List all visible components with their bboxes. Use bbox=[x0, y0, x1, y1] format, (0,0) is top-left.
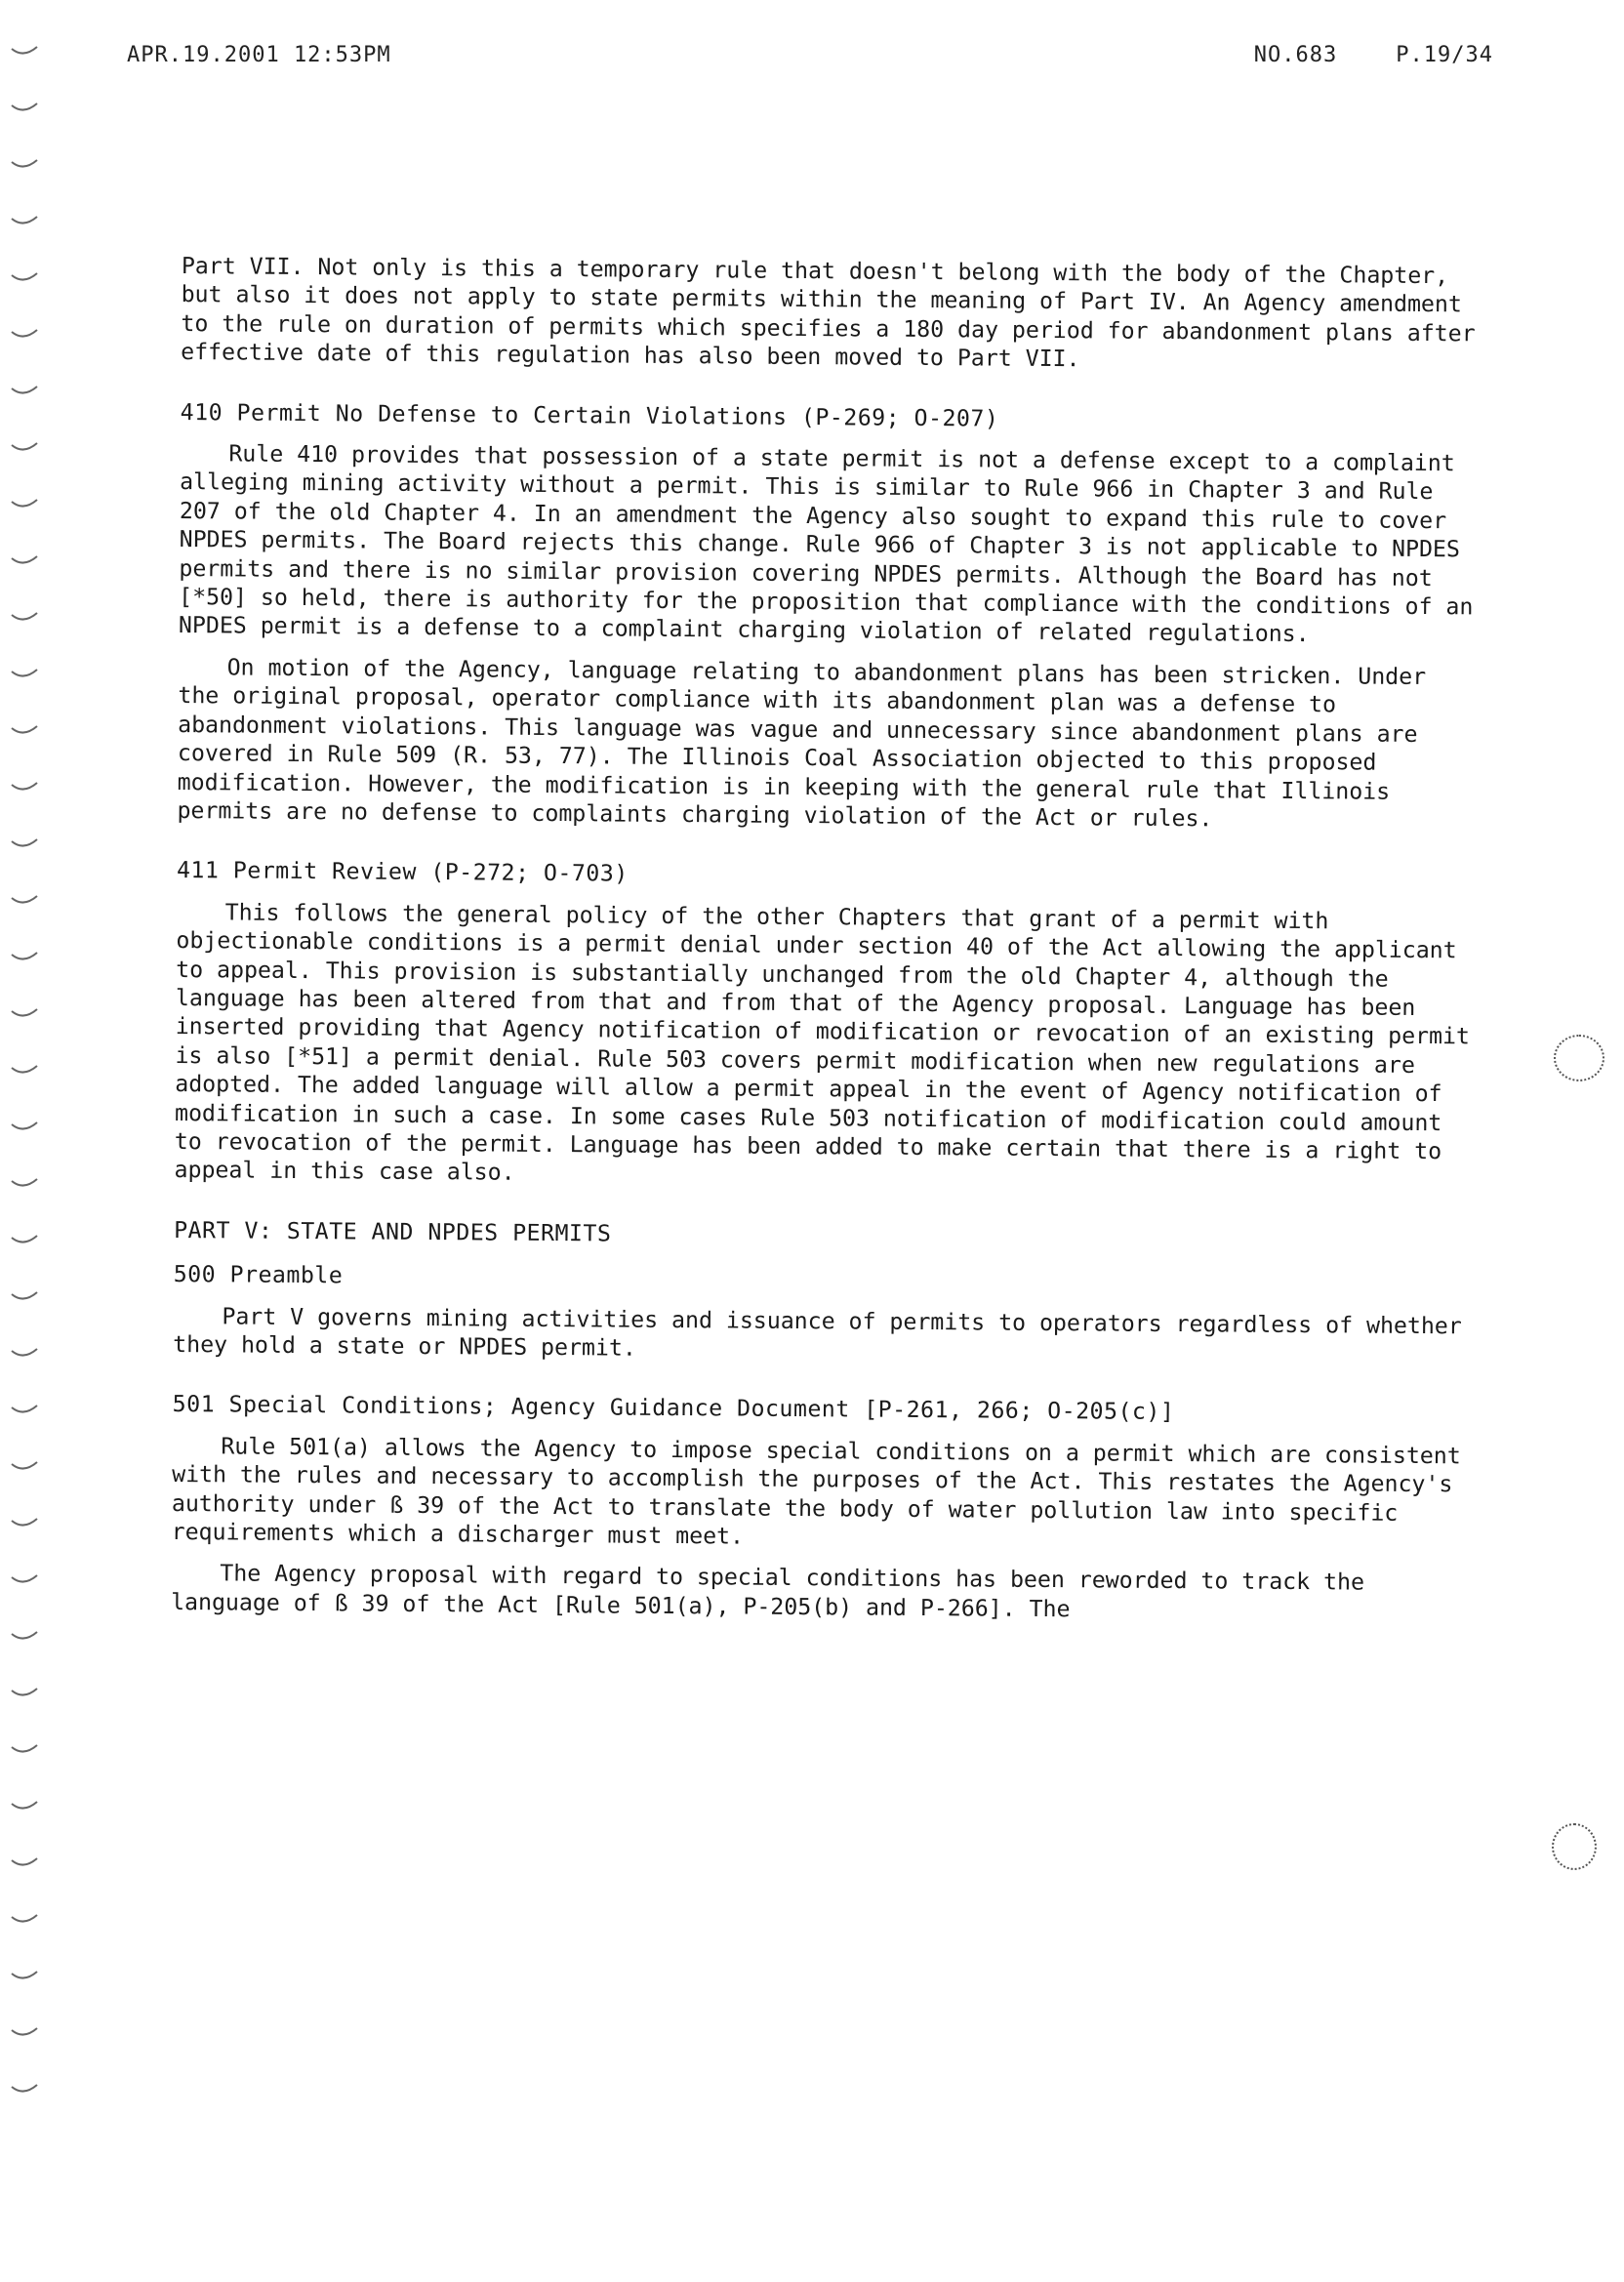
binding-mark bbox=[12, 1009, 37, 1016]
binding-mark bbox=[12, 1745, 37, 1752]
binding-mark bbox=[12, 500, 37, 507]
fax-page-info bbox=[1196, 43, 1493, 67]
fax-date-time: APR.19.2001 12:53PM bbox=[127, 43, 391, 67]
binding-mark bbox=[12, 47, 37, 54]
binding-mark bbox=[12, 2028, 37, 2035]
binding-mark bbox=[12, 1575, 37, 1582]
binding-mark bbox=[12, 387, 37, 393]
paragraph-part-vii: Part VII. Not only is this a temporary rule that doesn't belong with the body of the Chapter, but also it does not apply to state permits within the meaning of Part IV. An Agency amendment to the rule on duration of permits which specifies a 180 day period for abandonment plans after effective date of this regulation has also been moved to Part VII. bbox=[181, 252, 1476, 373]
binding-mark bbox=[12, 1122, 37, 1129]
binding-mark bbox=[12, 1066, 37, 1073]
binding-mark bbox=[12, 1632, 37, 1639]
binding-mark bbox=[12, 443, 37, 450]
fax-page-number: P.19/34 bbox=[1396, 43, 1493, 67]
document-body bbox=[171, 252, 1480, 1640]
binding-mark bbox=[12, 1915, 37, 1922]
binding-mark bbox=[12, 613, 37, 620]
binding-mark bbox=[12, 896, 37, 903]
binding-mark bbox=[12, 670, 37, 676]
binding-mark bbox=[12, 839, 37, 846]
binding-mark bbox=[12, 783, 37, 790]
paragraph-abandonment-plans: On motion of the Agency, language relating to abandonment plans has been stricken. Under the original proposal, operator compliance with its abandonment plan was a defense to abandonment violations. This language was vague and unnecessary since abandonment plans are covered in Rule 509 (R. 53, 77). The Illinois Coal Association objected to this proposed modification. However, the modification is in keeping with the general rule that Illinois permits are no defense to complaints charging violation of the Act or rules. bbox=[177, 654, 1427, 833]
binding-mark bbox=[12, 726, 37, 733]
binding-mark bbox=[12, 217, 37, 224]
binding-mark bbox=[12, 103, 37, 110]
binding-mark bbox=[12, 1858, 37, 1865]
paragraph-rule-501a: Rule 501(a) allows the Agency to impose special conditions on a permit which are consistent with the rules and necessary to accomplish the purposes of the Act. This restates the Agency's authority under ß 39 of the Act to translate the body of water pollution law into specific requirements which a discharger must meet. bbox=[171, 1433, 1461, 1550]
binding-mark bbox=[12, 1406, 37, 1412]
scan-speck bbox=[1552, 1823, 1597, 1870]
binding-mark bbox=[12, 1292, 37, 1299]
paragraph-permit-review: This follows the general policy of the other Chapters that grant of a permit with objectionable conditions is a permit denial under section 40 of the Act allowing the applicant to appeal. This provision is substantially unchanged from the old Chapter 4, although the language has been altered from that and from that of the Agency proposal. Language has been inserted providing that Agency notification of modification or revocation of an existing permit is also [*51] a permit denial. Rule 503 covers permit modification when new regulations are adopted. The added language will allow a permit appeal in the event of Agency notification of modification in such a case. In some cases Rule 503 notification of modification could amount to revocation of the permit. Language has been added to make certain that there is a right to appeal in this case also. bbox=[174, 899, 1471, 1187]
binding-mark bbox=[12, 1802, 37, 1809]
part-heading-v: PART V: STATE AND NPDES PERMITS bbox=[174, 1216, 612, 1247]
fax-header bbox=[127, 43, 1493, 72]
binding-mark bbox=[12, 1519, 37, 1526]
binding-mark bbox=[12, 953, 37, 959]
binding-mark bbox=[12, 1179, 37, 1186]
binding-mark bbox=[12, 556, 37, 563]
section-heading-501: 501 Special Conditions; Agency Guidance Document [P-261, 266; O-205(c)] bbox=[172, 1391, 1175, 1426]
binding-mark bbox=[12, 330, 37, 337]
binding-mark bbox=[12, 2085, 37, 2092]
paragraph-preamble: Part V governs mining activities and issuance of permits to operators regardless of whether they hold a state or NPDES permit. bbox=[173, 1302, 1462, 1362]
binding-mark bbox=[12, 273, 37, 280]
binding-mark bbox=[12, 160, 37, 167]
section-heading-410: 410 Permit No Defense to Certain Violations (P-269; O-207) bbox=[180, 398, 999, 432]
paragraph-agency-proposal: The Agency proposal with regard to special conditions has been reworded to track the language of ß 39 of the Act [Rule 501(a), P-205(b) and P-266]. The bbox=[171, 1560, 1365, 1623]
binding-mark bbox=[12, 1236, 37, 1243]
section-heading-411: 411 Permit Review (P-272; O-703) bbox=[176, 857, 629, 887]
binding-marks-graphic bbox=[8, 39, 47, 2186]
fax-number: NO.683 bbox=[1253, 43, 1338, 67]
scan-speck bbox=[1554, 1035, 1604, 1081]
binding-mark bbox=[12, 1972, 37, 1978]
binding-marks bbox=[8, 39, 47, 2186]
paragraph-rule-410: Rule 410 provides that possession of a state permit is not a defense except to a complaint alleging mining activity without a permit. This is similar to Rule 966 in Chapter 3 and Rule 207 of the old Chapter 4. In an amendment the Agency also sought to expand this rule to cover NPDES permits. The Board rejects this change. Rule 966 of Chapter 3 is not applicable to NPDES permits and there is no similar provision covering NPDES permits. Although the Board has not [*50] so held, there is authority for the proposition that compliance with the conditions of an NPDES permit is a defense to a complaint charging violation of related regulations. bbox=[178, 440, 1474, 648]
section-heading-500: 500 Preamble bbox=[173, 1261, 344, 1289]
binding-mark bbox=[12, 1349, 37, 1356]
binding-mark bbox=[12, 1462, 37, 1469]
binding-mark bbox=[12, 1689, 37, 1695]
